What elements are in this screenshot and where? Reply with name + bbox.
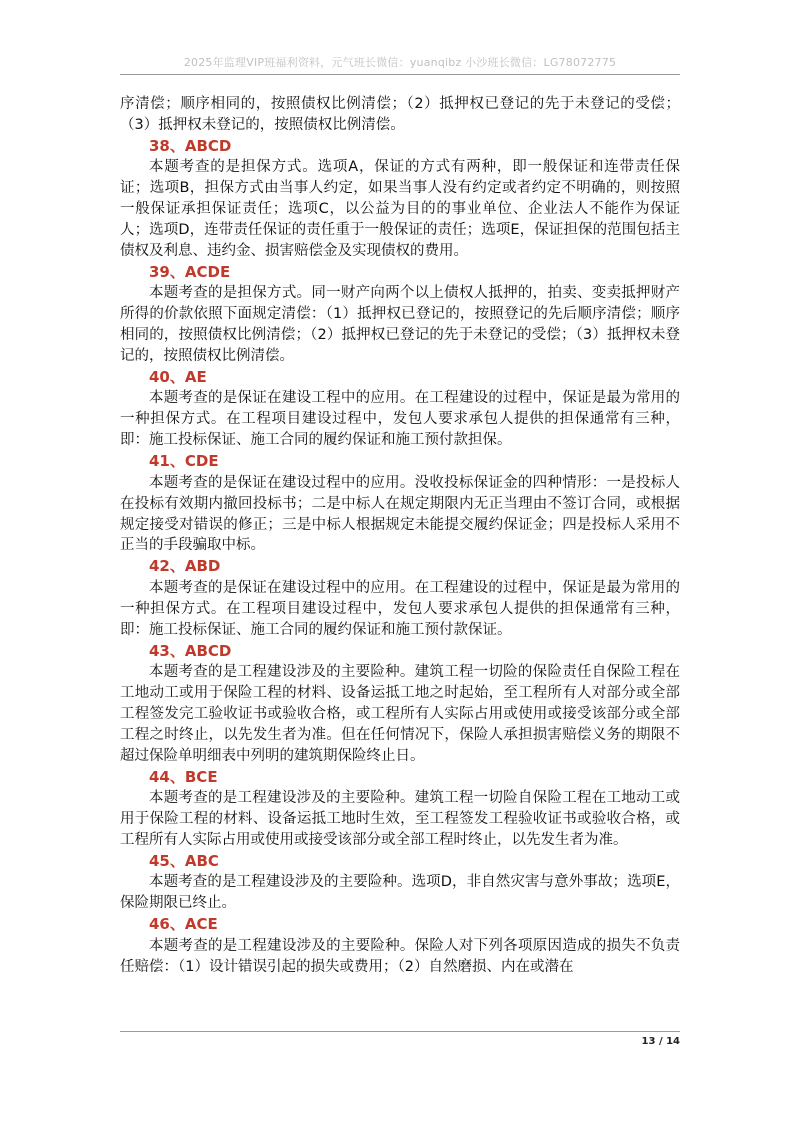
answer-explanation: 本题考查的是保证在建设工程中的应用。在工程建设的过程中，保证是最为常用的一种担保方式。在工程项目建设过程中，发包人要求承包人提供的担保通常有三种，即：施工投标保证、施工合同的履约保证和施工预付款担保。 (120, 390, 680, 449)
answer-explanation: 本题考查的是保证在建设过程中的应用。没收投标保证金的四种情形：一是投标人在投标有效期内撤回投标书；二是中标人在规定期限内无正当理由不签订合同，或根据规定接受对错误的修正；三是中标人根据规定未能提交履约保证金；四是投标人采用不正当的手段骗取中标。 (120, 474, 680, 554)
answer-44 (120, 767, 680, 851)
answer-43 (120, 641, 680, 767)
answer-38 (120, 136, 680, 262)
answer-explanation: 本题考查的是工程建设涉及的主要险种。建筑工程一切险自保险工程在工地动工或用于保险工程的材料、设备运抵工地时生效，至工程签发工程验收证书或验收合格，或工程所有人实际占用或使用或接受该部分或全部工程时终止，以先发生者为准。 (120, 790, 680, 848)
answer-heading: 42、ABD (149, 557, 221, 576)
footer-divider (120, 1031, 680, 1032)
answer-42 (120, 556, 680, 640)
page-content (120, 94, 680, 977)
answer-explanation: 本题考查的是工程建设涉及的主要险种。选项D，非自然灾害与意外事故；选项E，保险期限已终止。 (120, 874, 680, 912)
answer-45 (120, 851, 680, 914)
answer-heading: 38、ABCD (149, 136, 232, 155)
answer-heading: 39、ACDE (149, 262, 231, 281)
answer-heading: 40、AE (149, 367, 207, 386)
answer-explanation: 本题考查的是担保方式。选项A，保证的方式有两种，即一般保证和连带责任保证；选项B，担保方式由当事人约定，如果当事人没有约定或者约定不明确的，则按照一般保证承担保证责任；选项C，以公益为目的的事业单位、企业法人不能作为保证人；选项D，连带责任保证的责任重于一般保证的责任；选项E，保证担保的范围包括主债权及利息、违约金、损害赔偿金及实现债权的费用。 (120, 159, 680, 259)
answer-heading: 44、BCE (149, 767, 218, 786)
answer-39 (120, 262, 680, 367)
page-number: 13 / 14 (641, 1036, 680, 1047)
answer-heading: 46、ACE (149, 915, 218, 934)
page-header-watermark: 2025年监理VIP班福利资料，元气班长微信：yuanqibz 小沙班长微信：LG78072775 (183, 56, 617, 69)
answer-explanation: 本题考查的是担保方式。同一财产向两个以上债权人抵押的，拍卖、变卖抵押财产所得的价款依照下面规定清偿：（1）抵押权已登记的，按照登记的先后顺序清偿；顺序相同的，按照债权比例清偿；（2）抵押权已登记的先于未登记的受偿；（3）抵押权未登记的，按照债权比例清偿。 (120, 285, 680, 365)
answer-heading: 43、ABCD (149, 641, 232, 660)
answer-explanation: 本题考查的是工程建设涉及的主要险种。建筑工程一切险的保险责任自保险工程在工地动工或用于保险工程的材料、设备运抵工地之时起始，至工程所有人对部分或全部工程签发完工验收证书或验收合格，或工程所有人实际占用或使用或接受该部分或全部工程之时终止，以先发生者为准。但在任何情况下，保险人承担损害赔偿义务的期限不超过保险单明细表中列明的建筑期保险终止日。 (120, 664, 680, 764)
lead-paragraph: 序清偿；顺序相同的，按照债权比例清偿；（2）抵押权已登记的先于未登记的受偿；（3）抵押权未登记的，按照债权比例清偿。 (120, 96, 680, 133)
answer-46 (120, 914, 680, 977)
answer-explanation: 本题考查的是工程建设涉及的主要险种。保险人对下列各项原因造成的损失不负责任赔偿：（1）设计错误引起的损失或费用；（2）自然磨损、内在或潜在 (120, 937, 680, 975)
answer-40 (120, 367, 680, 451)
answer-explanation: 本题考查的是保证在建设过程中的应用。在工程建设的过程中，保证是最为常用的一种担保方式。在工程项目建设过程中，发包人要求承包人提供的担保通常有三种，即：施工投标保证、施工合同的履约保证和施工预付款保证。 (120, 579, 680, 638)
answer-heading: 45、ABC (149, 851, 219, 870)
answer-41 (120, 451, 680, 556)
header-divider (120, 74, 680, 75)
answer-heading: 41、CDE (149, 452, 219, 471)
